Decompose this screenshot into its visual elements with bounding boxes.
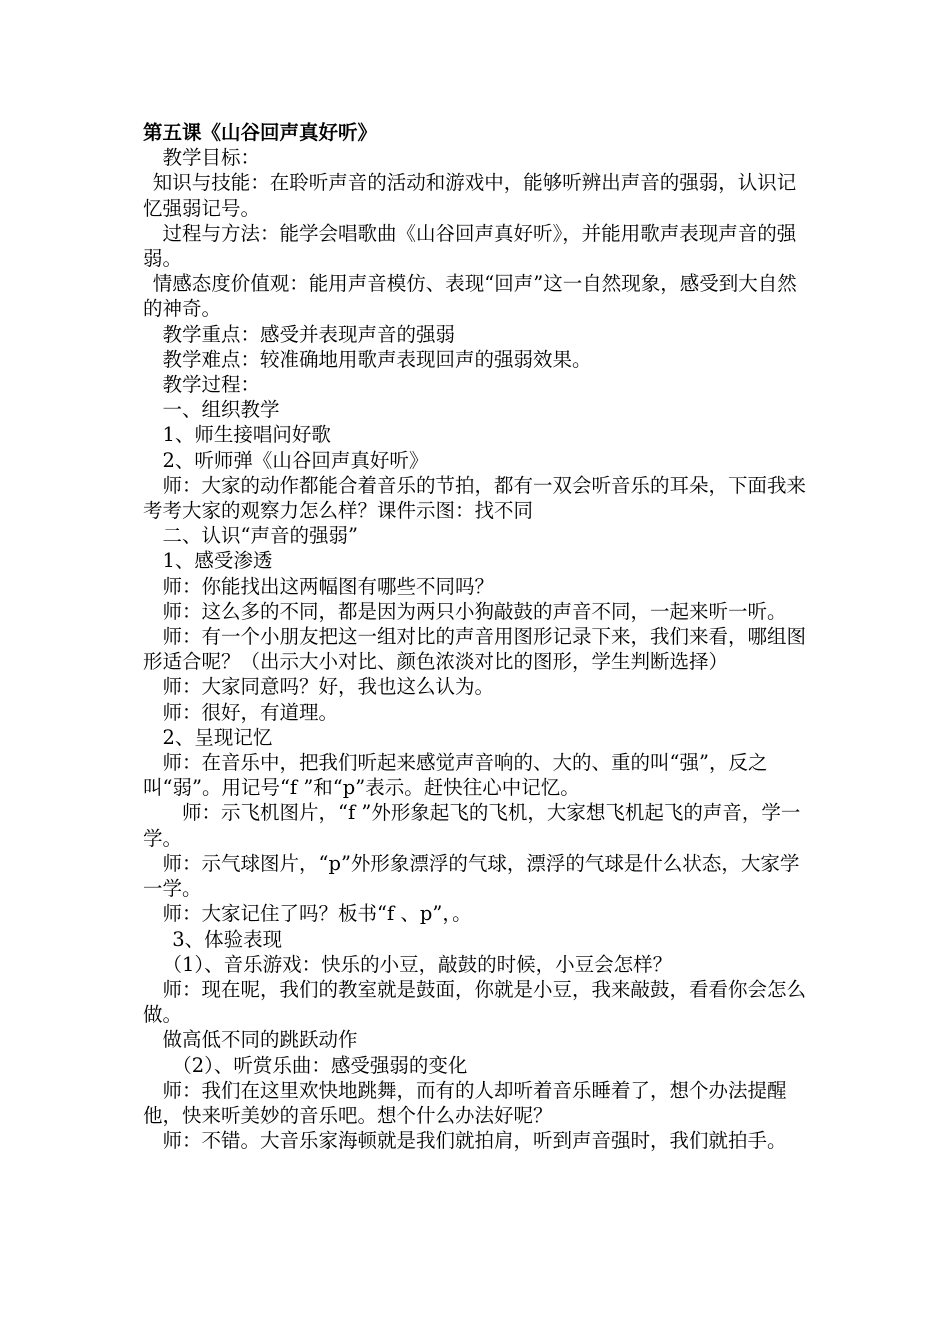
paragraph: 师：有一个小朋友把这一组对比的声音用图形记录下来，我们来看，哪组图形适合呢？（出示大小对比、颜色浓淡对比的图形，学生判断选择） — [143, 625, 807, 674]
paragraph: 师：大家同意吗？好，我也这么认为。 — [162, 675, 495, 699]
paragraph: 教学难点：较准确地用歌声表现回声的强弱效果。 — [162, 347, 592, 371]
paragraph: 教学目标： — [162, 146, 261, 170]
paragraph: 师：示气球图片，“p”外形象漂浮的气球，漂浮的气球是什么状态，大家学一学。 — [143, 851, 800, 901]
paragraph: 二、认识“声音的强弱” — [162, 524, 358, 548]
paragraph: 师：你能找出这两幅图有哪些不同吗？ — [162, 574, 495, 598]
paragraph: 师：大家的动作都能合着音乐的节拍，都有一双会听音乐的耳朵，下面我来考考大家的观察力怎么样？课件示图：找不同 — [143, 473, 807, 523]
paragraph: 做高低不同的跳跃动作 — [162, 1028, 358, 1052]
paragraph: 师：不错。大音乐家海顿就是我们就拍肩，听到声音强时，我们就拍手。 — [162, 1129, 787, 1153]
paragraph: （2）、听赏乐曲：感受强弱的变化 — [172, 1053, 468, 1077]
paragraph: 师：现在呢，我们的教室就是鼓面，你就是小豆，我来敲鼓，看看你会怎么做。 — [143, 977, 807, 1027]
paragraph: 2、呈现记忆 — [162, 725, 273, 749]
paragraph: （1）、音乐游戏：快乐的小豆，敲鼓的时候，小豆会怎样？ — [162, 952, 673, 976]
paragraph: 教学重点：感受并表现声音的强弱 — [162, 322, 456, 346]
document-body — [143, 145, 811, 1153]
paragraph: 师：很好，有道理。 — [162, 700, 339, 724]
document-title: 第五课《山谷回声真好听》 — [143, 121, 378, 144]
paragraph: 过程与方法：能学会唱歌曲《山谷回声真好听》，并能用歌声表现声音的强弱。 — [143, 221, 797, 271]
paragraph: 1、师生接唱问好歌 — [162, 423, 331, 447]
paragraph: 教学过程： — [162, 373, 261, 397]
paragraph: 一、组织教学 — [162, 398, 280, 422]
paragraph: 师：示飞机图片，“f ”外形象起飞的飞机，大家想飞机起飞的声音，学一学。 — [143, 801, 801, 850]
paragraph: 师：我们在这里欢快地跳舞，而有的人却听着音乐睡着了，想个办法提醒他，快来听美妙的音乐吧。想个什么办法好呢？ — [143, 1078, 787, 1127]
paragraph: 1、感受渗透 — [162, 549, 273, 573]
paragraph: 3、体验表现 — [172, 927, 283, 951]
document-page — [143, 120, 811, 1153]
paragraph: 知识与技能：在聆听声音的活动和游戏中，能够听辨出声音的强弱，认识记忆强弱记号。 — [143, 171, 797, 220]
paragraph: 师：在音乐中，把我们听起来感觉声音响的、大的、重的叫“强”，反之叫“弱”。用记号“f ”和“p”表示。赶快往心中记忆。 — [143, 751, 768, 800]
paragraph: 2、听师弹《山谷回声真好听》 — [162, 448, 429, 472]
paragraph: 师：这么多的不同，都是因为两只小狗敲鼓的声音不同，一起来听一听。 — [162, 599, 787, 623]
paragraph: 师：大家记住了吗？板书“f 、p”，。 — [162, 902, 472, 926]
paragraph: 情感态度价值观：能用声音模仿、表现“回声”这一自然现象，感受到大自然的神奇。 — [143, 272, 797, 321]
